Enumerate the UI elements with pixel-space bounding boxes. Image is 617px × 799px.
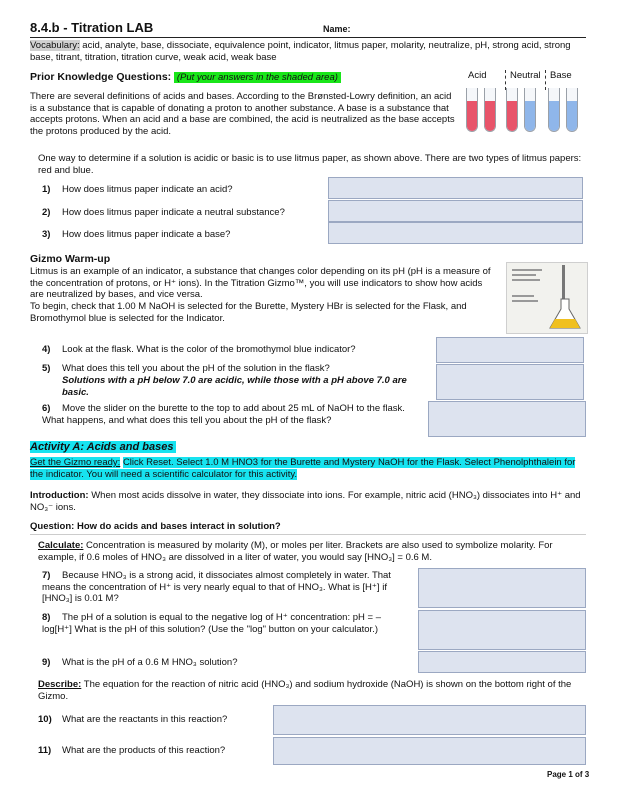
name-label: Name: <box>323 24 351 34</box>
litmus-divider <box>505 70 507 90</box>
thumbnail-text-line <box>512 274 536 276</box>
activity-question: Question: How do acids and bases interact in solution? <box>30 521 281 532</box>
litmus-neutral-label: Neutral <box>510 70 541 81</box>
vocabulary <box>30 40 586 63</box>
prior-knowledge-heading: Prior Knowledge Questions: <box>30 71 172 83</box>
answer-box-2[interactable] <box>328 200 583 222</box>
gizmo-warmup-heading: Gizmo Warm-up <box>30 253 111 265</box>
page-number: Page 1 of 3 <box>547 770 590 779</box>
gizmo-setup-instructions: To begin, check that 1.00 M NaOH is selected for the Burette, Mystery HBr is selected for the Flask, and Bromothymol blue is selected for the Indicator. <box>30 301 467 324</box>
question-4: 4) Look at the flask. What is the color of the bromothymol blue indicator? <box>42 344 356 355</box>
test-tube-acid-blue <box>484 88 496 132</box>
answer-box-8[interactable] <box>418 610 586 650</box>
prior-knowledge-heading-row <box>30 72 341 84</box>
title-rule <box>30 37 586 38</box>
activity-a-setup: Get the Gizmo ready: Click Reset. Select 1.0 M HNO3 for the Burette and Mystery NaOH for the Flask. Select Phenolphthalein for the indicator. You will need a scientific calculator for this activity. <box>30 457 576 480</box>
vocabulary-label: Vocabulary: <box>30 40 80 51</box>
litmus-divider <box>545 70 547 90</box>
burette-icon <box>562 265 565 299</box>
bronsted-paragraph: There are several definitions of acids and bases. According to the Brønsted-Lowry definition, an acid is a substance that is capable of donating a proton to another substance. A base is a substance that accepts protons. When an acid and a base are combined, the acid is neutralized as the base accepts the protons produced by the acid. <box>30 91 455 137</box>
litmus-acid-label: Acid <box>468 70 487 81</box>
question-5-note: Solutions with a pH below 7.0 are acidic, while those with a pH above 7.0 are basic. <box>62 375 407 398</box>
answer-box-1[interactable] <box>328 177 583 199</box>
thumbnail-text-line <box>512 300 538 302</box>
flask-icon <box>547 297 583 331</box>
answer-box-10[interactable] <box>273 705 586 735</box>
gizmo-thumbnail <box>506 262 588 334</box>
question-11: 11) What are the products of this reaction? <box>38 745 226 756</box>
test-tube-base-blue <box>566 88 578 132</box>
answer-box-5[interactable] <box>436 364 584 400</box>
page-title: 8.4.b - Titration LAB <box>30 20 154 35</box>
vocabulary-text: acid, analyte, base, dissociate, equivalence point, indicator, litmus paper, molarity, neutralize, pH, strong acid, strong base, titrant, titration, titration curve, weak acid, weak base <box>30 40 571 63</box>
section-rule <box>30 534 586 535</box>
answer-box-4[interactable] <box>436 337 584 363</box>
question-7: 7) Because HNO₃ is a strong acid, it dissociates almost completely in water. That means the concentration of H⁺ is very nearly equal to that of HNO₃. What is [H⁺] if [HNO₃] is 0.01 M? <box>42 570 391 604</box>
gizmo-warmup-paragraph: Litmus is an example of an indicator, a substance that changes color depending on its pH (pH is a measure of the concentration of protons, or H⁺ ions). In the Titration Gizmo™, you will use indicators to show how acids are neutralized by bases, and vice versa. <box>30 266 491 300</box>
question-6: 6) Move the slider on the burette to the top to add about 25 mL of NaOH to the flask. What happens, and what does this tell you about the pH of the flask? <box>42 403 405 426</box>
answer-box-3[interactable] <box>328 222 583 244</box>
shaded-area-note: (Put your answers in the shaded area) <box>174 72 341 83</box>
answer-box-6[interactable] <box>428 401 586 437</box>
litmus-base-label: Base <box>550 70 572 81</box>
test-tube-neutral-red <box>506 88 518 132</box>
thumbnail-text-line <box>512 295 534 297</box>
test-tube-base-red <box>548 88 560 132</box>
answer-box-9[interactable] <box>418 651 586 673</box>
thumbnail-text-line <box>512 279 540 281</box>
introduction: Introduction: When most acids dissolve in water, they dissociate into ions. For example, nitric acid (HNO₃) dissociates into H⁺ and NO₃⁻ ions. <box>30 490 581 513</box>
question-5: 5) What does this tell you about the pH of the solution in the flask? <box>42 363 330 374</box>
question-2: 2) How does litmus paper indicate a neutral substance? <box>42 207 285 218</box>
calculate-paragraph: Calculate: Concentration is measured by molarity (M), or moles per liter. Brackets are also used to symbolize molarity. For example, if 0.6 moles of HNO₃ are dissolved in a liter of water, you would say [HNO₃] = 0.6 M. <box>38 540 553 563</box>
question-10: 10) What are the reactants in this reaction? <box>38 714 228 725</box>
question-8: 8) The pH of a solution is equal to the negative log of H⁺ concentration: pH = –log[H⁺] What is the pH of this solution? (Use the "log" button on your calculator.) <box>42 612 381 635</box>
thumbnail-text-line <box>512 269 542 271</box>
litmus-paragraph: One way to determine if a solution is acidic or basic is to use litmus paper, as shown above. There are two types of litmus papers: red and blue. <box>38 153 582 176</box>
answer-box-7[interactable] <box>418 568 586 608</box>
litmus-figure <box>462 68 592 148</box>
activity-a-heading-row <box>30 442 176 454</box>
describe-paragraph: Describe: The equation for the reaction of nitric acid (HNO₃) and sodium hydroxide (NaOH) is shown on the bottom right of the Gizmo. <box>38 679 572 702</box>
question-3: 3) How does litmus paper indicate a base? <box>42 229 231 240</box>
answer-box-11[interactable] <box>273 737 586 765</box>
test-tube-acid-red <box>466 88 478 132</box>
question-9: 9) What is the pH of a 0.6 M HNO₃ solution? <box>42 657 238 668</box>
question-1: 1) How does litmus paper indicate an acid? <box>42 184 233 195</box>
test-tube-neutral-blue <box>524 88 536 132</box>
activity-a-heading: Activity A: Acids and bases <box>30 441 176 453</box>
